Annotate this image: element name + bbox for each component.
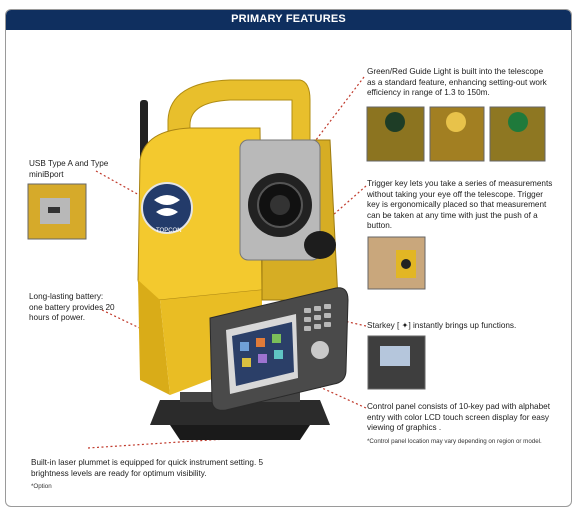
page-title: PRIMARY FEATURES — [231, 13, 346, 25]
control-panel-note: *Control panel location may vary depending on region or model. — [367, 438, 542, 445]
starkey-callout: Starkey [ ✦] instantly brings up functions. — [367, 321, 517, 330]
usb-callout: USB Type A and Type miniBport — [29, 159, 109, 179]
laser-plummet-callout: Built-in laser plummet is equipped for quick instrument setting. 5 brightness levels are ready for optimum visibility. — [31, 458, 264, 478]
guide-light-thumbnails — [367, 107, 545, 161]
control-panel-callout: Control panel consists of 10-key pad with alphabet entry with color LCD touch screen display for easy viewing of graphics . — [367, 402, 550, 433]
guide-light-callout: Green/Red Guide Light is built into the telescope as a standard feature, enhancing setting-out work efficiency in range of 1.3 to 150m. — [367, 67, 547, 98]
option-note: *Option — [31, 483, 52, 490]
trigger-key-callout: Trigger key lets you take a series of measurements without taking your eye off the telescope. Trigger key is ergonomically placed so that measurement can be taken at any time with just the push of a button. — [367, 179, 553, 231]
brand-label: TOPCON — [156, 228, 182, 234]
battery-callout: Long-lasting battery: one battery provides 20 hours of power. — [29, 292, 115, 323]
